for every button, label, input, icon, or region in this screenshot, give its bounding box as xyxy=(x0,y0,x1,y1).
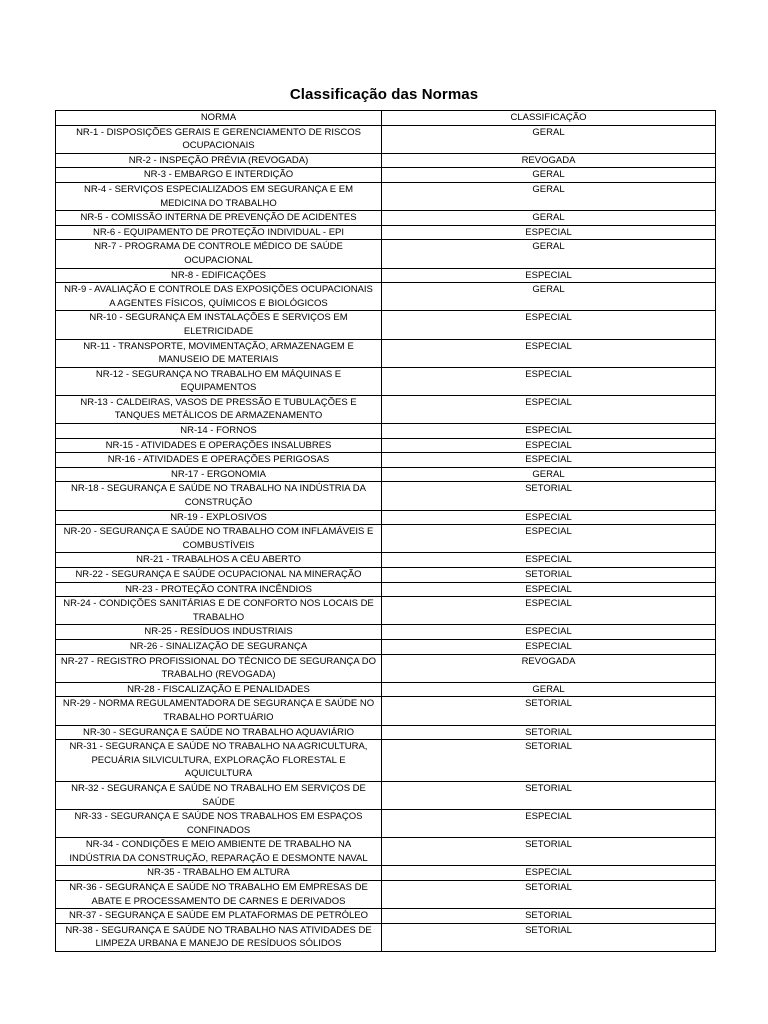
table-row xyxy=(56,597,716,625)
classificacao-cell: ESPECIAL xyxy=(382,395,716,423)
table-row xyxy=(56,438,716,453)
norma-cell: NR-37 - SEGURANÇA E SAÚDE EM PLATAFORMAS DE PETRÓLEO xyxy=(56,909,382,924)
classificacao-cell: SETORIAL xyxy=(382,838,716,866)
classificacao-cell: GERAL xyxy=(382,283,716,311)
classificacao-cell: GERAL xyxy=(382,125,716,153)
classificacao-cell: GERAL xyxy=(382,682,716,697)
norma-cell: NR-24 - CONDIÇÕES SANITÁRIAS E DE CONFORTO NOS LOCAIS DE TRABALHO xyxy=(56,597,382,625)
table-header xyxy=(56,111,716,126)
classificacao-cell: ESPECIAL xyxy=(382,339,716,367)
classificacao-cell: ESPECIAL xyxy=(382,268,716,283)
classificacao-cell: ESPECIAL xyxy=(382,453,716,468)
table-row xyxy=(56,168,716,183)
header-row xyxy=(56,111,716,126)
table-row xyxy=(56,367,716,395)
header-classificacao: CLASSIFICAÇÃO xyxy=(382,111,716,126)
classificacao-cell: REVOGADA xyxy=(382,654,716,682)
classificacao-cell: ESPECIAL xyxy=(382,582,716,597)
norma-cell: NR-33 - SEGURANÇA E SAÚDE NOS TRABALHOS EM ESPAÇOS CONFINADOS xyxy=(56,810,382,838)
classificacao-cell: ESPECIAL xyxy=(382,597,716,625)
table-row xyxy=(56,725,716,740)
norma-cell: NR-10 - SEGURANÇA EM INSTALAÇÕES E SERVIÇOS EM ELETRICIDADE xyxy=(56,311,382,339)
table-row xyxy=(56,639,716,654)
table-row xyxy=(56,182,716,210)
norma-cell: NR-5 - COMISSÃO INTERNA DE PREVENÇÃO DE ACIDENTES xyxy=(56,211,382,226)
norma-cell: NR-7 - PROGRAMA DE CONTROLE MÉDICO DE SAÚDE OCUPACIONAL xyxy=(56,240,382,268)
table-row xyxy=(56,283,716,311)
classificacao-cell: ESPECIAL xyxy=(382,367,716,395)
norma-cell: NR-2 - INSPEÇÃO PRÉVIA (REVOGADA) xyxy=(56,153,382,168)
norma-cell: NR-27 - REGISTRO PROFISSIONAL DO TÉCNICO DE SEGURANÇA DO TRABALHO (REVOGADA) xyxy=(56,654,382,682)
table-row xyxy=(56,553,716,568)
norma-cell: NR-34 - CONDIÇÕES E MEIO AMBIENTE DE TRABALHO NA INDÚSTRIA DA CONSTRUÇÃO, REPARAÇÃO E DESMONTE NAVAL xyxy=(56,838,382,866)
norma-cell: NR-8 - EDIFICAÇÕES xyxy=(56,268,382,283)
norma-cell: NR-30 - SEGURANÇA E SAÚDE NO TRABALHO AQUAVIÁRIO xyxy=(56,725,382,740)
classificacao-cell: GERAL xyxy=(382,240,716,268)
table-row xyxy=(56,697,716,725)
norma-cell: NR-35 - TRABALHO EM ALTURA xyxy=(56,866,382,881)
table-row xyxy=(56,866,716,881)
classificacao-cell: GERAL xyxy=(382,168,716,183)
classificacao-cell: ESPECIAL xyxy=(382,639,716,654)
norma-cell: NR-6 - EQUIPAMENTO DE PROTEÇÃO INDIVIDUAL - EPI xyxy=(56,225,382,240)
classificacao-cell: GERAL xyxy=(382,467,716,482)
norma-cell: NR-11 - TRANSPORTE, MOVIMENTAÇÃO, ARMAZENAGEM E MANUSEIO DE MATERIAIS xyxy=(56,339,382,367)
table-row xyxy=(56,424,716,439)
table-row xyxy=(56,582,716,597)
header-norma: NORMA xyxy=(56,111,382,126)
norma-cell: NR-19 - EXPLOSIVOS xyxy=(56,510,382,525)
table-row xyxy=(56,395,716,423)
table-row xyxy=(56,225,716,240)
classificacao-cell: SETORIAL xyxy=(382,725,716,740)
table-row xyxy=(56,682,716,697)
classificacao-cell: ESPECIAL xyxy=(382,424,716,439)
table-row xyxy=(56,153,716,168)
norma-cell: NR-32 - SEGURANÇA E SAÚDE NO TRABALHO EM SERVIÇOS DE SAÚDE xyxy=(56,781,382,809)
classificacao-cell: ESPECIAL xyxy=(382,311,716,339)
table-row xyxy=(56,240,716,268)
classificacao-cell: SETORIAL xyxy=(382,697,716,725)
classificacao-cell: ESPECIAL xyxy=(382,525,716,553)
norma-cell: NR-20 - SEGURANÇA E SAÚDE NO TRABALHO COM INFLAMÁVEIS E COMBUSTÍVEIS xyxy=(56,525,382,553)
classificacao-cell: ESPECIAL xyxy=(382,438,716,453)
table-row xyxy=(56,211,716,226)
norma-cell: NR-16 - ATIVIDADES E OPERAÇÕES PERIGOSAS xyxy=(56,453,382,468)
norma-cell: NR-36 - SEGURANÇA E SAÚDE NO TRABALHO EM EMPRESAS DE ABATE E PROCESSAMENTO DE CARNES E DERIVADOS xyxy=(56,881,382,909)
norma-cell: NR-29 - NORMA REGULAMENTADORA DE SEGURANÇA E SAÚDE NO TRABALHO PORTUÁRIO xyxy=(56,697,382,725)
classificacao-cell: SETORIAL xyxy=(382,568,716,583)
norma-cell: NR-25 - RESÍDUOS INDUSTRIAIS xyxy=(56,625,382,640)
table-row xyxy=(56,923,716,951)
table-row xyxy=(56,467,716,482)
norma-cell: NR-28 - FISCALIZAÇÃO E PENALIDADES xyxy=(56,682,382,697)
table-row xyxy=(56,125,716,153)
classificacao-cell: SETORIAL xyxy=(382,909,716,924)
table-row xyxy=(56,909,716,924)
table-row xyxy=(56,510,716,525)
table-row xyxy=(56,740,716,782)
table-row xyxy=(56,525,716,553)
classificacao-cell: SETORIAL xyxy=(382,740,716,782)
table-row xyxy=(56,482,716,510)
table-row xyxy=(56,625,716,640)
norma-cell: NR-23 - PROTEÇÃO CONTRA INCÊNDIOS xyxy=(56,582,382,597)
table-row xyxy=(56,268,716,283)
norma-cell: NR-13 - CALDEIRAS, VASOS DE PRESSÃO E TUBULAÇÕES E TANQUES METÁLICOS DE ARMAZENAMENTO xyxy=(56,395,382,423)
classificacao-cell: SETORIAL xyxy=(382,781,716,809)
norms-table xyxy=(55,110,716,952)
table-body xyxy=(56,125,716,951)
table-row xyxy=(56,311,716,339)
norma-cell: NR-4 - SERVIÇOS ESPECIALIZADOS EM SEGURANÇA E EM MEDICINA DO TRABALHO xyxy=(56,182,382,210)
classificacao-cell: REVOGADA xyxy=(382,153,716,168)
norma-cell: NR-18 - SEGURANÇA E SAÚDE NO TRABALHO NA INDÚSTRIA DA CONSTRUÇÃO xyxy=(56,482,382,510)
table-row xyxy=(56,568,716,583)
table-row xyxy=(56,781,716,809)
norma-cell: NR-17 - ERGONOMIA xyxy=(56,467,382,482)
norma-cell: NR-9 - AVALIAÇÃO E CONTROLE DAS EXPOSIÇÕES OCUPACIONAIS A AGENTES FÍSICOS, QUÍMICOS E BIOLÓGICOS xyxy=(56,283,382,311)
classificacao-cell: ESPECIAL xyxy=(382,553,716,568)
classificacao-cell: ESPECIAL xyxy=(382,866,716,881)
table-row xyxy=(56,339,716,367)
classificacao-cell: SETORIAL xyxy=(382,923,716,951)
norma-cell: NR-21 - TRABALHOS A CÉU ABERTO xyxy=(56,553,382,568)
norma-cell: NR-26 - SINALIZAÇÃO DE SEGURANÇA xyxy=(56,639,382,654)
norma-cell: NR-22 - SEGURANÇA E SAÚDE OCUPACIONAL NA MINERAÇÃO xyxy=(56,568,382,583)
norma-cell: NR-3 - EMBARGO E INTERDIÇÃO xyxy=(56,168,382,183)
classificacao-cell: ESPECIAL xyxy=(382,625,716,640)
classificacao-cell: SETORIAL xyxy=(382,482,716,510)
norma-cell: NR-14 - FORNOS xyxy=(56,424,382,439)
norma-cell: NR-12 - SEGURANÇA NO TRABALHO EM MÁQUINAS E EQUIPAMENTOS xyxy=(56,367,382,395)
table-row xyxy=(56,838,716,866)
table-row xyxy=(56,810,716,838)
norma-cell: NR-15 - ATIVIDADES E OPERAÇÕES INSALUBRES xyxy=(56,438,382,453)
norma-cell: NR-1 - DISPOSIÇÕES GERAIS E GERENCIAMENTO DE RISCOS OCUPACIONAIS xyxy=(56,125,382,153)
page-title: Classificação das Normas xyxy=(289,86,479,103)
table-row xyxy=(56,881,716,909)
norma-cell: NR-38 - SEGURANÇA E SAÚDE NO TRABALHO NAS ATIVIDADES DE LIMPEZA URBANA E MANEJO DE RESÍDUOS SÓLIDOS xyxy=(56,923,382,951)
table-row xyxy=(56,453,716,468)
classificacao-cell: GERAL xyxy=(382,211,716,226)
norma-cell: NR-31 - SEGURANÇA E SAÚDE NO TRABALHO NA AGRICULTURA, PECUÁRIA SILVICULTURA, EXPLORAÇÃO FLORESTAL E AQUICULTURA xyxy=(56,740,382,782)
table-row xyxy=(56,654,716,682)
classificacao-cell: ESPECIAL xyxy=(382,510,716,525)
classificacao-cell: ESPECIAL xyxy=(382,810,716,838)
classificacao-cell: ESPECIAL xyxy=(382,225,716,240)
classificacao-cell: GERAL xyxy=(382,182,716,210)
classificacao-cell: SETORIAL xyxy=(382,881,716,909)
